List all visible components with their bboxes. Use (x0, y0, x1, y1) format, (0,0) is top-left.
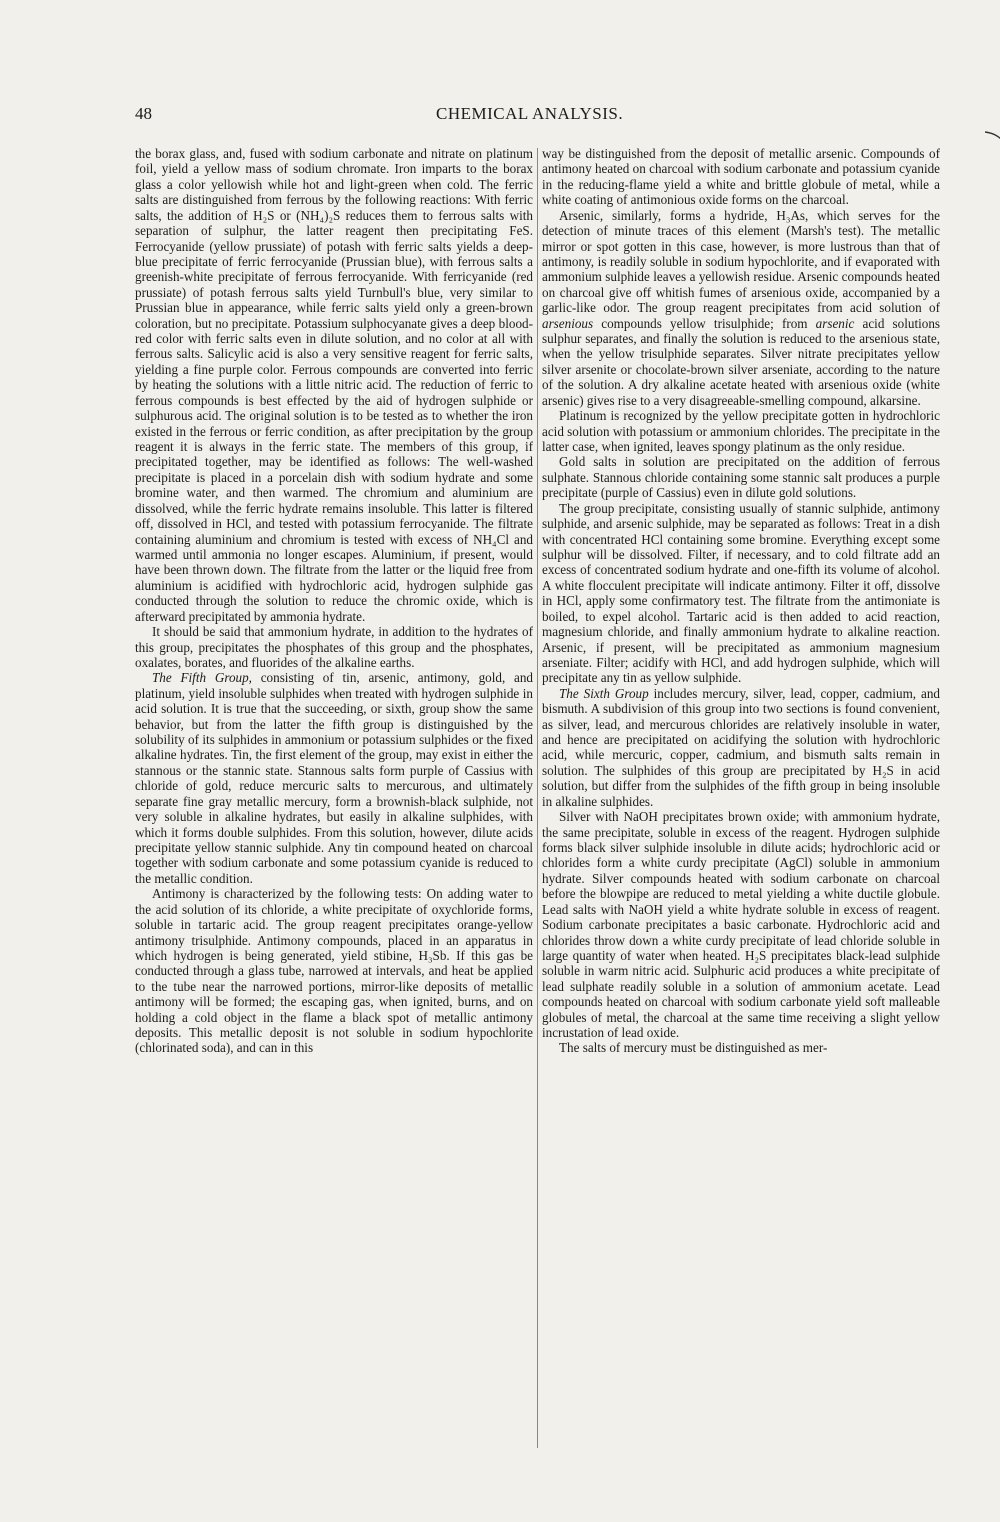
paragraph: Gold salts in solution are precipitated on the addition of ferrous sulphate. Stannous chloride containing some stannic salt produces a purple precipitate (purple of Cassius) even in dilute gold solutions. (542, 454, 940, 501)
paragraph: The salts of mercury must be distinguished as mer- (559, 1040, 828, 1056)
paragraph: the borax glass, and, fused with sodium carbonate and nitrate on platinum foil, yield a yellow mass of sodium chromate. Iron imparts to the borax glass a color yellowish while hot and light-green when cold. The ferric salts are distinguished from ferrous by the following reactions: With ferric salts, the addition of H₂S or (NH₄)₂S reduces them to ferrous salts with separation of sulphur, the latter reagent then precipitating FeS. Ferrocyanide (yellow prussiate) of potash with ferric salts yields a deep-blue precipitate of ferric ferrocyanide (Prussian blue), with ferrous salts a greenish-white precipitate of ferrous ferrocyanide. With ferricyanide (red prussiate) of potash ferrous salts yield Turnbull's blue, very similar to Prussian blue in appearance, while ferric salts yield only a green-brown coloration, but no precipitate. Potassium sulphocyanate gives a deep blood-red color with ferric salts even in dilute solution, and no color at all with ferrous salts. Salicylic acid is also a very sensitive reagent for ferric salts, yielding a fine purple color. Ferrous compounds are converted into ferric by heating the solutions with a little nitric acid. The reduction of ferric to ferrous compounds is best effected by the aid of hydrogen sulphide or sulphurous acid. The original solution is to be tested as to whether the iron existed in the ferrous or ferric condition, as after precipitation by the group reagent it is always in the ferric state. The members of this group, if precipitated together, may be identified as follows: The well-washed precipitate is placed in a porcelain dish with sodium hydrate and some bromine water, and then warmed. The chromium and aluminium are dissolved, while the ferric hydrate remains insoluble. This latter is filtered off, dissolved in HCl, and tested with potassium ferrocyanide. The filtrate containing aluminium and chromium is tested with excess of NH₄Cl and warmed until ammonia no longer escapes. Aluminium, if present, would have been thrown down. The filtrate from the latter or the liquid free from aluminium is acidified with hydrochloric acid, hydrogen sulphide gas conducted through the solution to reduce the chromic oxide, which is afterward precipitated by ammonia hydrate. (135, 146, 533, 624)
paragraph: The Sixth Group includes mercury, silver, lead, copper, cadmium, and bismuth. A subdivision of this group into two sections is found convenient, as silver, lead, and mercurous chlorides are relatively insoluble in water, and hence are precipitated on acidifying the solution with hydrochloric acid, while mercuric, copper, cadmium, and bismuth salts remain in solution. The sulphides of this group are precipitated by H₂S in acid solution, but differ from the sulphides of the fifth group in being insoluble in alkaline sulphides. (542, 685, 940, 809)
paragraph: It should be said that ammonium hydrate, in addition to the hydrates of this group, precipitates the phosphates of this group and the phosphates, oxalates, borates, and fluorides of the alkaline earths. (135, 624, 533, 670)
running-title: CHEMICAL ANALYSIS. (436, 104, 624, 123)
right-column (542, 146, 940, 1056)
paragraph: Antimony is characterized by the following tests: On adding water to the acid solution of its chloride, a white precipitate of oxychloride forms, soluble in tartaric acid. The group reagent precipitates orange-yellow antimony trisulphide. Antimony compounds, placed in an apparatus in which hydrogen is being generated, yield stibine, H₃Sb. If this gas be conducted through a glass tube, narrowed at intervals, and heat be applied to the tube near the narrowed portions, mirror-like deposits of metallic antimony will be formed; the escaping gas, when ignited, burns, and on holding a cold object in the flame a black spot of metallic antimony deposits. This metallic deposit is not soluble in sodium hypochlorite (chlorinated soda), and can in this (135, 886, 533, 1056)
paragraph: Arsenic, similarly, forms a hydride, H₃As, which serves for the detection of minute traces of this element (Marsh's test). The metallic mirror or spot gotten in this case, however, is more lustrous than that of antimony, is readily soluble in sodium hypochlorite, and if evaporated with ammonium sulphide leaves a yellowish residue. Arsenic compounds heated on charcoal give off whitish fumes of arsenious oxide, accompanied by a garlic-like odor. The group reagent precipitates from acid solution of arsenious compounds yellow trisulphide; from arsenic acid solutions sulphur separates, and finally the solution is reduced to the arsenious state, when the yellow trisulphide separates. Silver nitrate precipitates yellow silver arsenite or chocolate-brown silver arseniate, according to the nature of the solution. A dry alkaline acetate heated with arsenious oxide (white arsenic) gives rise to a very disagreeable-smelling compound, alkarsine. (542, 207, 941, 408)
left-column (135, 146, 533, 1056)
section-heading-fifth-group: The Fifth Group, (152, 670, 252, 686)
page-number: 48 (135, 104, 152, 123)
column-divider (537, 148, 538, 1448)
paragraph: The Fifth Group, consisting of tin, arsenic, antimony, gold, and platinum, yield insoluble sulphides when treated with hydrogen sulphide in acid solution. It is true that the succeeding, or sixth, group show the same behavior, but from the latter the fifth group is distinguished by the solubility of its sulphides in ammonium or potassium sulphides or the fixed alkaline hydrates. Tin, the first element of the group, may exist in either the stannous or the stannic state. Stannous salts form purple of Cassius with chloride of gold, reduce mercuric salts to mercurous, and ultimately separate fine gray metallic mercury, form a brownish-black sulphide, not very soluble in alkaline hydrates, but easily in alkaline sulphides, with which it forms double sulphides. From this solution, however, dilute acids precipitate yellow stannic sulphide. Any tin compound heated on charcoal together with sodium carbonate and some potassium cyanide is reduced to the metallic condition. (135, 670, 533, 886)
section-heading-sixth-group: The Sixth Group (559, 685, 649, 701)
paragraph: The group precipitate, consisting usually of stannic sulphide, antimony sulphide, and arsenic sulphide, may be separated as follows: Treat in a dish with concentrated HCl containing some bromine. Everything except some sulphur will be dissolved. Filter, if necessary, and to cold filtrate add an excess of concentrated sodium hydrate and one-fifth its volume of alcohol. A white flocculent precipitate will indicate antimony. Filter it off, dissolve in HCl, apply some confirmatory test. The filtrate from the antimoniate is boiled, to expel alcohol. Tartaric acid is then added to acid reaction, magnesium chloride, and finally ammonium hydrate to alkaline reaction. Arsenic, if present, will be precipitated as ammonium magnesium arseniate. Filter; acidify with HCl, and add hydrogen sulphide, which will precipitate any tin as yellow sulphide. (542, 500, 940, 686)
paragraph: Platinum is recognized by the yellow precipitate gotten in hydrochloric acid solution with potassium or ammonium chlorides. The precipitate in the latter case, when ignited, leaves spongy platinum as the only residue. (542, 408, 940, 455)
margin-pen-mark-icon (985, 130, 1000, 144)
page-header (135, 104, 945, 134)
paragraph: Silver with NaOH precipitates brown oxide; with ammonium hydrate, the same precipitate, soluble in excess of the reagent. Hydrogen sulphide forms black silver sulphide insoluble in dilute acids; hydrochloric acid or chlorides form a white curdy precipitate (AgCl) soluble in ammonium hydrate. Silver compounds heated with sodium carbonate on charcoal before the blowpipe are reduced to metal yielding a white ductile globule. Lead salts with NaOH yield a white hydrate soluble in excess of reagent. Sodium carbonate precipitates a basic carbonate. Hydrochloric acid and chlorides throw down a white curdy precipitate of lead chloride soluble in large quantity of water when heated. H₂S precipitates black-lead sulphide soluble in warm nitric acid. Sulphuric acid produces a white precipitate of lead sulphate readily soluble in a solution of ammonium acetate. Lead compounds heated on charcoal with sodium carbonate yield soft malleable globules of metal, the charcoal at the same time receiving a slight yellow incrustation of lead oxide. (542, 809, 940, 1041)
paragraph: way be distinguished from the deposit of metallic arsenic. Compounds of antimony heated on charcoal with sodium carbonate and potassium cyanide in the reducing-flame yield a white and brittle globule of metal, while a white coating of antimonious oxide forms on the charcoal. (542, 146, 940, 208)
